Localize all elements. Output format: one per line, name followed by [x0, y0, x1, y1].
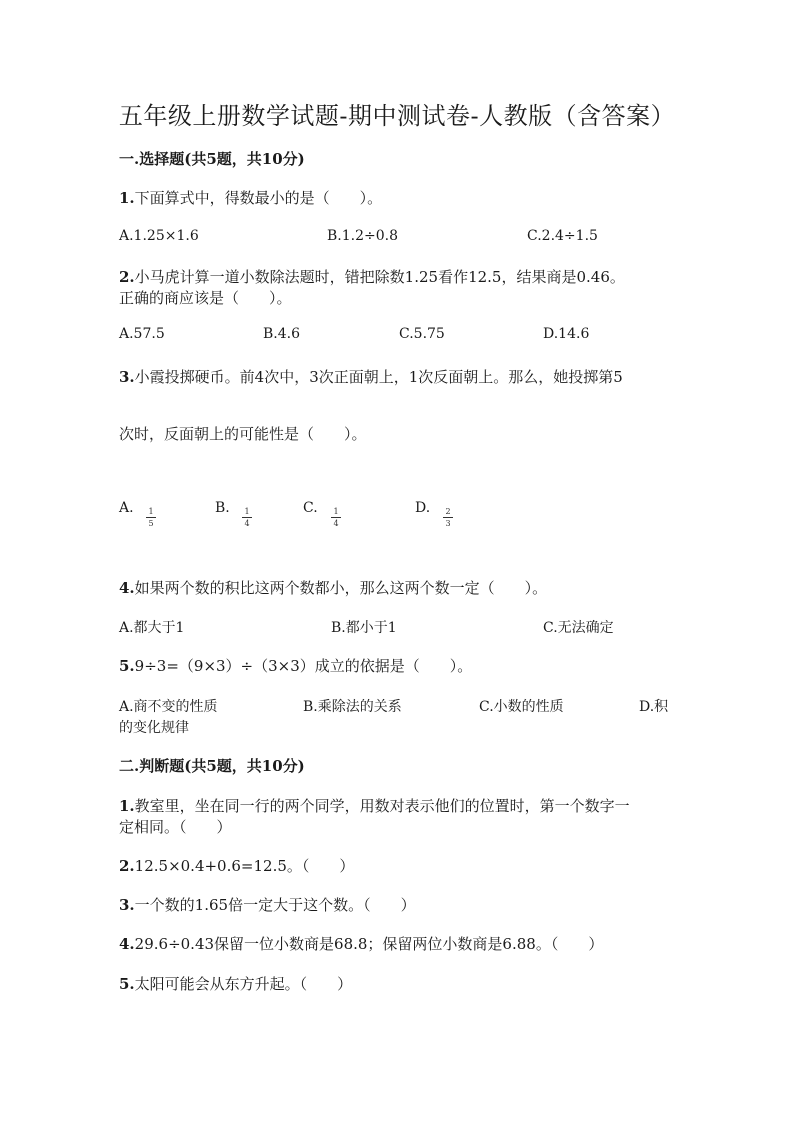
- option-c: C.小数的性质: [479, 699, 564, 715]
- judgement-2: [119, 855, 354, 876]
- question-number: 5.: [119, 657, 135, 675]
- judgement-4: [119, 933, 603, 954]
- question-number: 1.: [119, 189, 135, 207]
- question-number: 2.: [119, 268, 135, 286]
- question-number: 2.: [119, 857, 135, 875]
- option-b: B.1.2÷0.8: [327, 228, 398, 244]
- option-c: C.5.75: [399, 326, 445, 342]
- judgement-1-continued: 定相同。（ ）: [119, 818, 232, 836]
- question-text: 一个数的1.65倍一定大于这个数。（ ）: [134, 896, 416, 914]
- fraction-b: [242, 507, 252, 528]
- judgement-5: [119, 973, 352, 994]
- question-2-continued: 正确的商应该是（ ）。: [119, 289, 292, 307]
- option-d: D.: [415, 500, 431, 516]
- option-c: C.: [303, 500, 318, 516]
- question-text: 下面算式中，得数最小的是（ ）。: [134, 189, 383, 207]
- judgement-3: [119, 894, 416, 915]
- question-text: 29.6÷0.43保留一位小数商是68.8；保留两位小数商是6.88。（ ）: [134, 935, 604, 953]
- question-5: [119, 655, 472, 676]
- question-number: 3.: [119, 896, 135, 914]
- question-text: 小马虎计算一道小数除法题时，错把除数1.25看作12.5，结果商是0.46。: [134, 268, 625, 286]
- fraction-numerator: 1: [148, 507, 154, 516]
- option-c: C.2.4÷1.5: [527, 228, 598, 244]
- option-b: B.都小于1: [331, 620, 397, 636]
- question-number: 3.: [119, 368, 135, 386]
- fraction-denominator: 5: [148, 519, 154, 528]
- option-a: A.都大于1: [119, 620, 185, 636]
- page-title: 五年级上册数学试题-期中测试卷-人教版（含答案）: [118, 102, 676, 130]
- option-b: B.4.6: [263, 326, 301, 342]
- option-d: D.14.6: [543, 326, 590, 342]
- question-2: [119, 266, 625, 287]
- fraction-numerator: 1: [333, 507, 339, 516]
- fraction-numerator: 1: [244, 507, 250, 516]
- fraction-denominator: 4: [333, 519, 339, 528]
- fraction-denominator: 4: [244, 519, 250, 528]
- question-text: 小霞投掷硬币。前4次中，3次正面朝上，1次反面朝上。那么，她投掷第5: [134, 368, 623, 386]
- question-number: 5.: [119, 975, 135, 993]
- question-number: 1.: [119, 797, 135, 815]
- option-b: B.乘除法的关系: [303, 699, 402, 715]
- question-text: 太阳可能会从东方升起。（ ）: [134, 975, 353, 993]
- question-number: 4.: [119, 579, 135, 597]
- option-a: A.商不变的性质: [119, 699, 218, 715]
- fraction-c: [331, 507, 341, 528]
- section-heading-choice: 一.选择题(共5题，共10分): [119, 150, 305, 168]
- option-c: C.无法确定: [543, 620, 614, 636]
- option-a: A.1.25×1.6: [119, 228, 199, 244]
- fraction-denominator: 3: [445, 519, 451, 528]
- fraction-a: [146, 507, 156, 528]
- option-a: A.57.5: [119, 326, 165, 342]
- question-text: 12.5×0.4+0.6=12.5。（ ）: [134, 857, 355, 875]
- question-text: 如果两个数的积比这两个数都小，那么这两个数一定（ ）。: [134, 579, 548, 597]
- option-d: D.积: [639, 699, 669, 715]
- section-heading-judgement: 二.判断题(共5题，共10分): [119, 757, 305, 775]
- fraction-numerator: 2: [445, 507, 451, 516]
- question-4: [119, 577, 547, 598]
- question-1: [119, 187, 382, 208]
- question-number: 4.: [119, 935, 135, 953]
- option-d-continued: 的变化规律: [119, 720, 189, 736]
- option-b: B.: [215, 500, 230, 516]
- judgement-1: [119, 795, 630, 816]
- question-3-continued: 次时，反面朝上的可能性是（ ）。: [119, 425, 367, 443]
- fraction-d: [443, 507, 453, 528]
- question-3: [119, 366, 623, 387]
- option-a: A.: [119, 500, 134, 516]
- question-text: 9÷3=（9×3）÷（3×3）成立的依据是（ ）。: [134, 657, 473, 675]
- question-text: 教室里，坐在同一行的两个同学，用数对表示他们的位置时，第一个数字一: [134, 797, 630, 815]
